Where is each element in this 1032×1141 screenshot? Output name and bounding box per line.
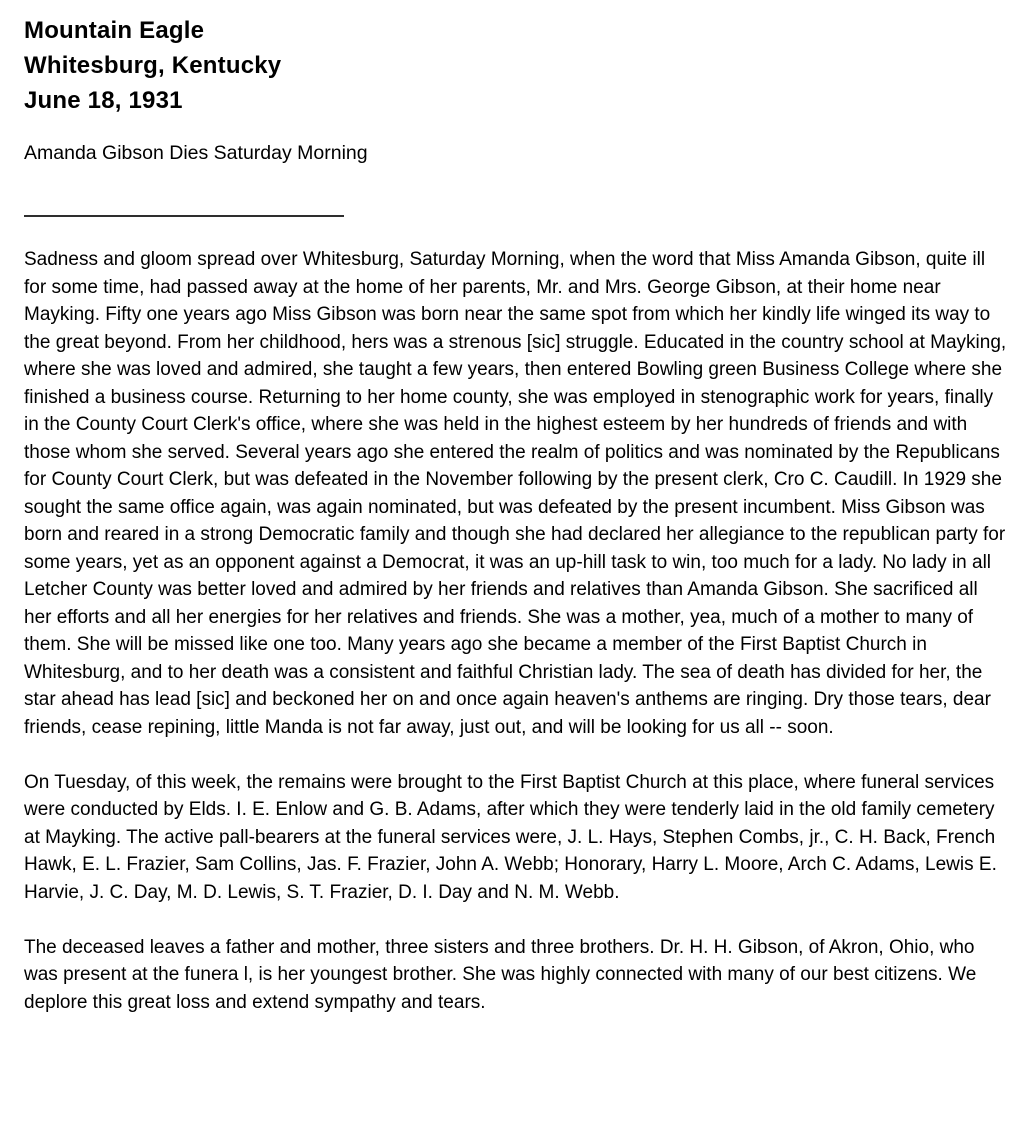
article-paragraph: On Tuesday, of this week, the remains were brought to the First Baptist Church at this place, where funeral services were conducted by Elds. I. E. Enlow and G. B. Adams, after which they were tenderly laid in the old family cemetery at Mayking. The active pall-bearers at the funeral services were, J. L. Hays, Stephen Combs, jr., C. H. Back, French Hawk, E. L. Frazier, Sam Collins, Jas. F. Frazier, John A. Webb; Honorary, Harry L. Moore, Arch C. Adams, Lewis E. Harvie, J. C. Day, M. D. Lewis, S. T. Frazier, D. I. Day and N. M. Webb. [24,771,997,903]
publication-location: Whitesburg, Kentucky [24,52,282,79]
article-paragraph: The deceased leaves a father and mother, three sisters and three brothers. Dr. H. H. Gibson, of Akron, Ohio, who was present at the funera l, is her youngest brother. She was highly connected with many of our best citizens. We deplore this great loss and extend sympathy and tears. [24,936,977,1013]
article-body [24,246,1008,1016]
publication-name: Mountain Eagle [24,17,205,44]
masthead [24,13,1008,118]
article-headline: Amanda Gibson Dies Saturday Morning [24,142,368,164]
article-paragraph: Sadness and gloom spread over Whitesburg, Saturday Morning, when the word that Miss Amanda Gibson, quite ill for some time, had passed away at the home of her parents, Mr. and Mrs. George Gibson, at their home near Mayking. Fifty one years ago Miss Gibson was born near the same spot from which her kindly life winged its way to the great beyond. From her childhood, hers was a strenous [sic] struggle. Educated in the country school at Mayking, where she was loved and admired, she taught a few years, then entered Bowling green Business College where she finished a business course. Returning to her home county, she was employed in stenographic work for years, finally in the County Court Clerk's office, where she was held in the highest esteem by her hundreds of friends and with those whom she served. Several years ago she entered the realm of politics and was nominated by the Republicans for County Court Clerk, but was defeated in the November following by the present clerk, Cro C. Caudill. In 1929 she sought the same office again, was again nominated, but was defeated by the present incumbent. Miss Gibson was born and reared in a strong Democratic family and though she had declared her allegiance to the republican party for some years, yet as an opponent against a Democrat, it was an up-hill task to win, too much for a lady. No lady in all Letcher County was better loved and admired by her friends and relatives than Amanda Gibson. She sacrificed all her efforts and all her energies for her relatives and friends. She was a mother, yea, much of a mother to many of them. She will be missed like one too. Many years ago she became a member of the First Baptist Church in Whitesburg, and to her death was a consistent and faithful Christian lady. The sea of death has divided for her, the star ahead has lead [sic] and beckoned her on and once again heaven's anthems are ringing. Dry those tears, dear friends, cease repining, little Manda is not far away, just out, and will be looking for us all -- soon. [24,249,1007,738]
publication-date: June 18, 1931 [24,87,183,114]
divider-line [24,215,344,217]
